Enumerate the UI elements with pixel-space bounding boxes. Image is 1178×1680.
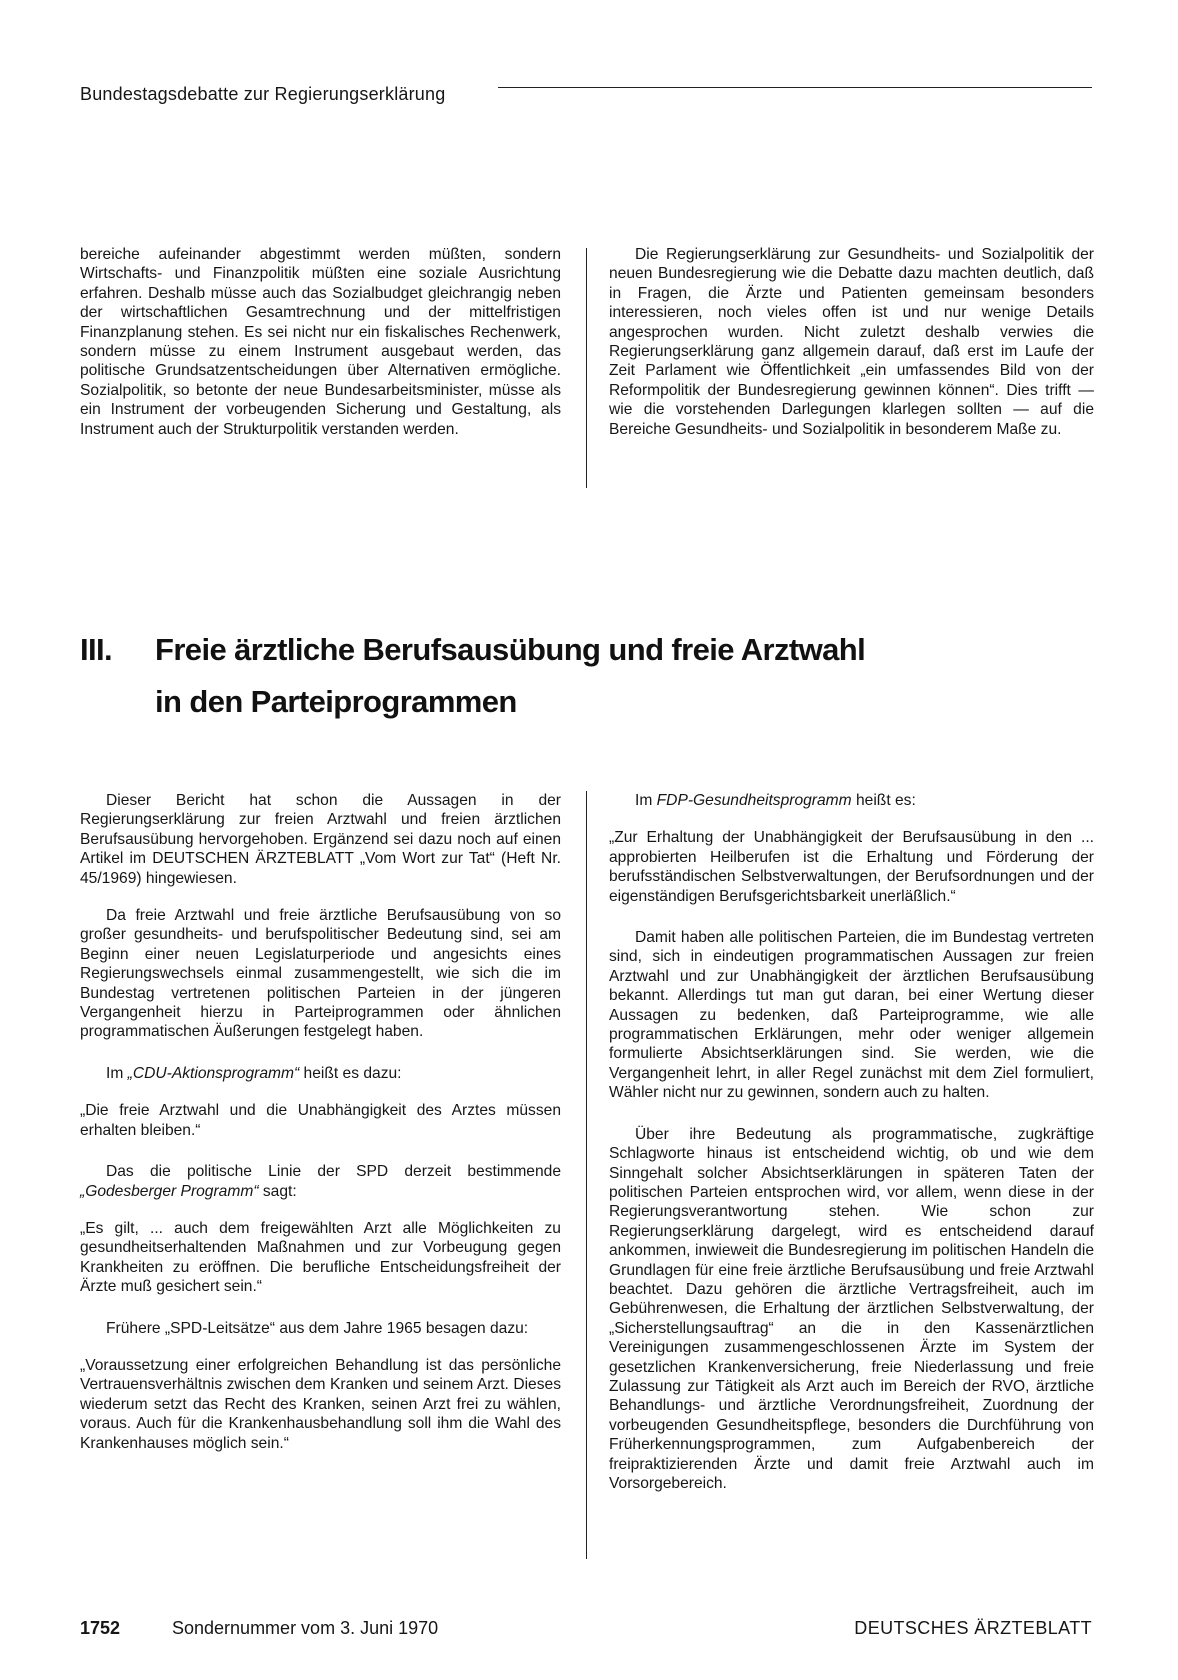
text-run: Im [635,792,657,809]
page-number: 1752 [80,1618,121,1638]
paragraph: Dieser Bericht hat schon die Aussagen in der Regierungserklärung zur freien Arztwahl und freien ärztlichen Berufsausübung hervorgehoben. Ergänzend sei dazu noch auf einen Artikel im DEUTSCHEN ÄRZTEBLATT „Vom Wort zur Tat“ (Heft Nr. 45/1969) hingewiesen. [80,792,561,887]
quote: „Zur Erhaltung der Unabhängigkeit der Berufsausübung in den ... approbierten Heilberufen ist die Erhaltung und Förderung der berufsständischen Selbstverwaltungen, der Berufsordnungen und der eigenständigen Berufsgerichtsbarkeit unerläßlich.“ [609,829,1094,905]
column-divider-top [586,248,587,488]
program-name: „CDU-Aktionsprogramm“ [127,1064,300,1082]
text-run: Das die politische Linie der SPD derzeit bestimmende [106,1163,561,1181]
paragraph: Frühere „SPD-Leitsätze“ aus dem Jahre 1965 besagen dazu: [106,1319,529,1337]
column-top-right [609,245,1094,439]
program-name: „Godesberger Programm“ [80,1182,259,1200]
quote: „Es gilt, ... auch dem freigewählten Arzt alle Möglichkeiten zu gesundheitserhaltenden Maßnahmen und zur Vorbeugung gegen Krankheiten zu eröffnen. Die berufliche Entscheidungsfreiheit der Ärzte muß gesichert sein.“ [80,1219,561,1296]
quote: „Voraussetzung einer erfolgreichen Behandlung ist das persönliche Vertrauensverhältnis zwischen dem Kranken und seinem Arzt. Dieses wiederum setzt das Recht des Kranken, seinen Arzt frei zu wählen, voraus. Auch für die Krankenhausbehandlung soll ihm die Wahl des Krankenhauses möglich sein.“ [80,1356,561,1452]
section-title-line-2: in den Parteiprogrammen [155,684,517,719]
column-divider-bottom [586,791,587,1559]
paragraph [609,791,1094,810]
header-rule [498,87,1092,88]
paragraph: Die Regierungserklärung zur Gesundheits- und Sozialpolitik der neuen Bundesregierung wie die Debatte dazu machten deutlich, daß in Fragen, die Ärzte und Patienten gemeinsam besonders interessieren, noch vieles offen ist und nur wenige Details angesprochen wurden. Nicht zuletzt deshalb verwies die Regierungserklärung ganz allgemein darauf, daß erst im Laufe der Zeit Parlament wie Öffentlichkeit „ein umfassendes Bild von der Reformpolitik der Bundesregierung gewinnen können“. Dies trifft — wie die vorstehenden Darlegungen klarlegen sollten — auf die Bereiche Gesundheits- und Sozialpolitik in besonderem Maße zu. [609,246,1094,438]
issue-info: Sondernummer vom 3. Juni 1970 [172,1618,439,1638]
column-bottom-right [609,791,1094,1493]
text-run: heißt es: [851,792,916,809]
column-bottom-left [80,791,561,1453]
paragraph [80,1162,561,1201]
quote: „Die freie Arztwahl und die Unabhängigkeit des Arztes müssen erhalten bleiben.“ [80,1102,561,1139]
section-title-line-1: Freie ärztliche Berufsausübung und freie Arztwahl [155,632,866,667]
running-head: Bundestagsdebatte zur Regierungserklärung [80,84,446,104]
column-top-left [80,245,561,439]
paragraph: Über ihre Bedeutung als programmatische, zugkräftige Schlagworte hinaus ist entscheidend wichtig, ob und wie dem Sinngehalt solcher Absichtserklärungen in späteren Taten der politischen Parteien entsprochen wird, vor allem, wenn diese in der Regierungsverantwortung stehen. Wie schon zur Regierungserklärung dargelegt, wird es entscheidend darauf ankommen, inwieweit die Bundesregierung im politischen Handeln die Grundlagen für eine freie ärztliche Berufsausübung und freie Arztwahl beachtet. Dazu gehören die ärztliche Vertragsfreiheit, auch im Gebührenwesen, die Erhaltung der ärztlichen Selbstverwaltung, der „Sicherstellungsauftrag“ an die in den Kassenärztlichen Vereinigungen zusammengeschlossenen Ärzte im System der gesetzlichen Krankenversicherung, freie Niederlassung und freie Zulassung zur Tätigkeit als Arzt auch im Bereich der RVO, ärztliche Behandlungs- und ärztliche Verordnungsfreiheit, Zuordnung der vorbeugenden Gesundheitspflege, besonders die Durchführung von Früherkennungsprogrammen, zum Aufgabenbereich der freipraktizierenden Ärzte und damit freie Arztwahl auch im Vorsorgebereich. [609,1125,1094,1492]
section-heading [80,624,865,728]
paragraph: bereiche aufeinander abgestimmt werden müßten, sondern Wirtschafts- und Finanzpolitik müßten eine soziale Ausrichtung erfahren. Deshalb müsse auch das Sozialbudget gleichrangig neben der wirtschaftlichen Gesamtrechnung und der mittelfristigen Finanzplanung stehen. Es sei nicht nur ein fiskalisches Rechenwerk, sondern müsse zu einem Instrument ausgebaut werden, das politische Grundsatzentscheidungen über Alternativen ermögliche. Sozialpolitik, so betonte der neue Bundesarbeitsminister, müsse als ein Instrument der vorbeugenden Sicherung und Gestaltung, als Instrument auch der Strukturpolitik verstanden werden. [80,246,561,438]
paragraph: Damit haben alle politischen Parteien, die im Bundestag vertreten sind, sich in eindeutigen programmatischen Aussagen zur freien Arztwahl und zur Unabhängigkeit der ärztlichen Berufsausübung bekannt. Allerdings tut man gut daran, bei einer Wertung dieser Aussagen zu bedenken, daß Parteiprogramme, wie alle programmatischen Erklärungen, mehr oder weniger allgemein formulierte Absichtserklärungen sind. Sie werden, wie die Vergangenheit lehrt, in aller Regel zunächst mit dem Ziel formuliert, Wähler nicht nur zu gewinnen, sondern auch zu halten. [609,929,1094,1102]
paragraph: Da freie Arztwahl und freie ärztliche Berufsausübung von so großer gesundheits- und berufspolitischer Bedeutung sind, sei am Beginn einer neuen Legislaturperiode und angesichts eines Regierungswechsels einmal zusammengestellt, wie sich die im Bundestag vertretenen politischen Parteien in der jüngeren Vergangenheit hierzu in Parteiprogrammen oder ähnlichen programmatischen Äußerungen festgelegt haben. [80,907,561,1041]
journal-name: DEUTSCHES ÄRZTEBLATT [854,1618,1092,1638]
section-number: III. [80,632,113,667]
text-run: Im [106,1064,128,1082]
text-run: heißt es dazu: [299,1064,402,1082]
text-run: sagt: [258,1182,297,1200]
program-name: FDP-Gesundheitsprogramm [656,792,852,809]
paragraph [80,1064,561,1083]
